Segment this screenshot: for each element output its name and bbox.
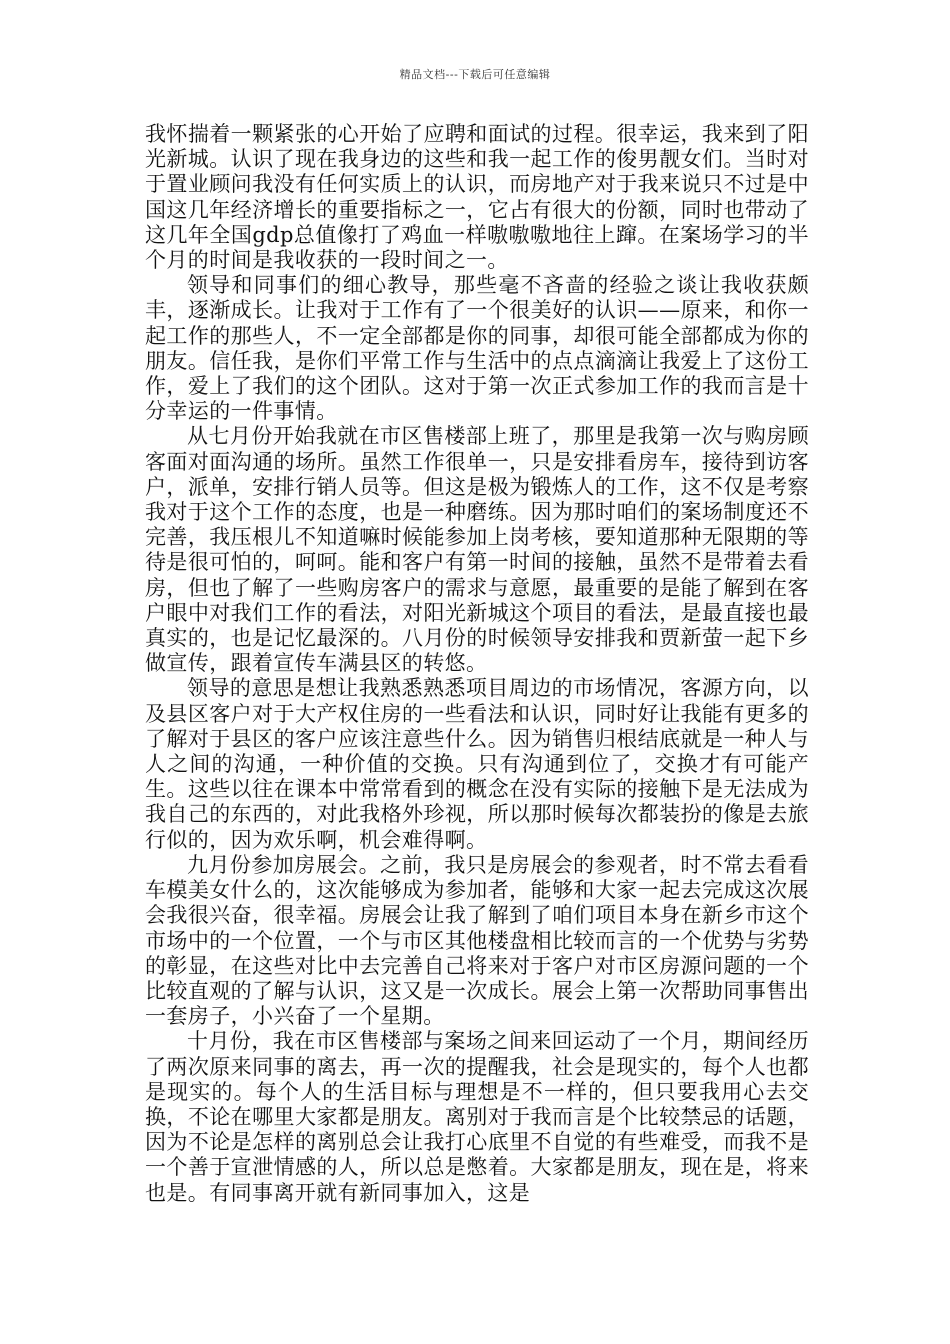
paragraph: 领导的意思是想让我熟悉熟悉项目周边的市场情况，客源方向，以及县区客户对于大产权住房的一些看法和认识，同时好让我能有更多的了解对于县区的客户应该注意些什么。因为销售归根结底就是一种人与人之间的沟通，一种价值的交换。只有沟通到位了，交换才有可能产生。这些以往在课本中常常看到的概念在没有实际的接触下是无法成为我自己的东西的，对此我格外珍视，所以那时候每次都装扮的像是去旅行似的，因为欢乐啊，机会难得啊。 [145,676,809,852]
paragraph: 十月份，我在市区售楼部与案场之间来回运动了一个月，期间经历了两次原来同事的离去，再一次的提醒我，社会是现实的，每个人也都是现实的。每个人的生活目标与理想是不一样的，但只要我用心去交换，不论在哪里大家都是朋友。离别对于我而言是个比较禁忌的话题，因为不论是怎样的离别总会让我打心底里不自觉的有些难受，而我不是一个善于宣泄情感的人，所以总是憋着。大家都是朋友，现在是，将来也是。有同事离开就有新同事加入，这是 [145,1029,809,1205]
paragraph: 从七月份开始我就在市区售楼部上班了，那里是我第一次与购房顾客面对面沟通的场所。虽然工作很单一，只是安排看房车，接待到访客户，派单，安排行销人员等。但这是极为锻炼人的工作，这不仅是考察我对于这个工作的态度，也是一种磨练。因为那时咱们的案场制度还不完善，我压根儿不知道嘛时候能参加上岗考核，要知道那种无限期的等待是很可怕的，呵呵。能和客户有第一时间的接触，虽然不是带着去看房，但也了解了一些购房客户的需求与意愿，最重要的是能了解到在客户眼中对我们工作的看法，对阳光新城这个项目的看法，是最直接也最真实的，也是记忆最深的。八月份的时候领导安排我和贾新萤一起下乡做宣传，跟着宣传车满县区的转悠。 [145,424,809,676]
paragraph: 九月份参加房展会。之前，我只是房展会的参观者，时不常去看看车模美女什么的，这次能够成为参加者，能够和大家一起去完成这次展会我很兴奋，很幸福。房展会让我了解到了咱们项目本身在新乡市这个市场中的一个位置，一个与市区其他楼盘相比较而言的一个优势与劣势的彰显，在这些对比中去完善自己将来对于客户对市区房源问题的一个比较直观的了解与认识，这又是一次成长。展会上第一次帮助同事售出一套房子，小兴奋了一个星期。 [145,852,809,1029]
document-body [145,122,809,1206]
page-header: 精品文档---下载后可任意编辑 [399,68,551,81]
paragraph: 我怀揣着一颗紧张的心开始了应聘和面试的过程。很幸运，我来到了阳光新城。认识了现在我身边的这些和我一起工作的俊男靓女们。当时对于置业顾问我没有任何实质上的认识，而房地产对于我来说只不过是中国这几年经济增长的重要指标之一，它占有很大的份额，同时也带动了这几年全国gdp总值像打了鸡血一样嗷嗷嗷地往上蹿。在案场学习的半个月的时间是我收获的一段时间之一。 [145,122,809,273]
paragraph: 领导和同事们的细心教导，那些毫不吝啬的经验之谈让我收获颇丰，逐渐成长。让我对于工作有了一个很美好的认识——原来，和你一起工作的那些人，不一定全部都是你的同事，却很可能全部都成为你的朋友。信任我，是你们平常工作与生活中的点点滴滴让我爱上了这份工作，爱上了我们的这个团队。这对于第一次正式参加工作的我而言是十分幸运的一件事情。 [145,273,809,424]
